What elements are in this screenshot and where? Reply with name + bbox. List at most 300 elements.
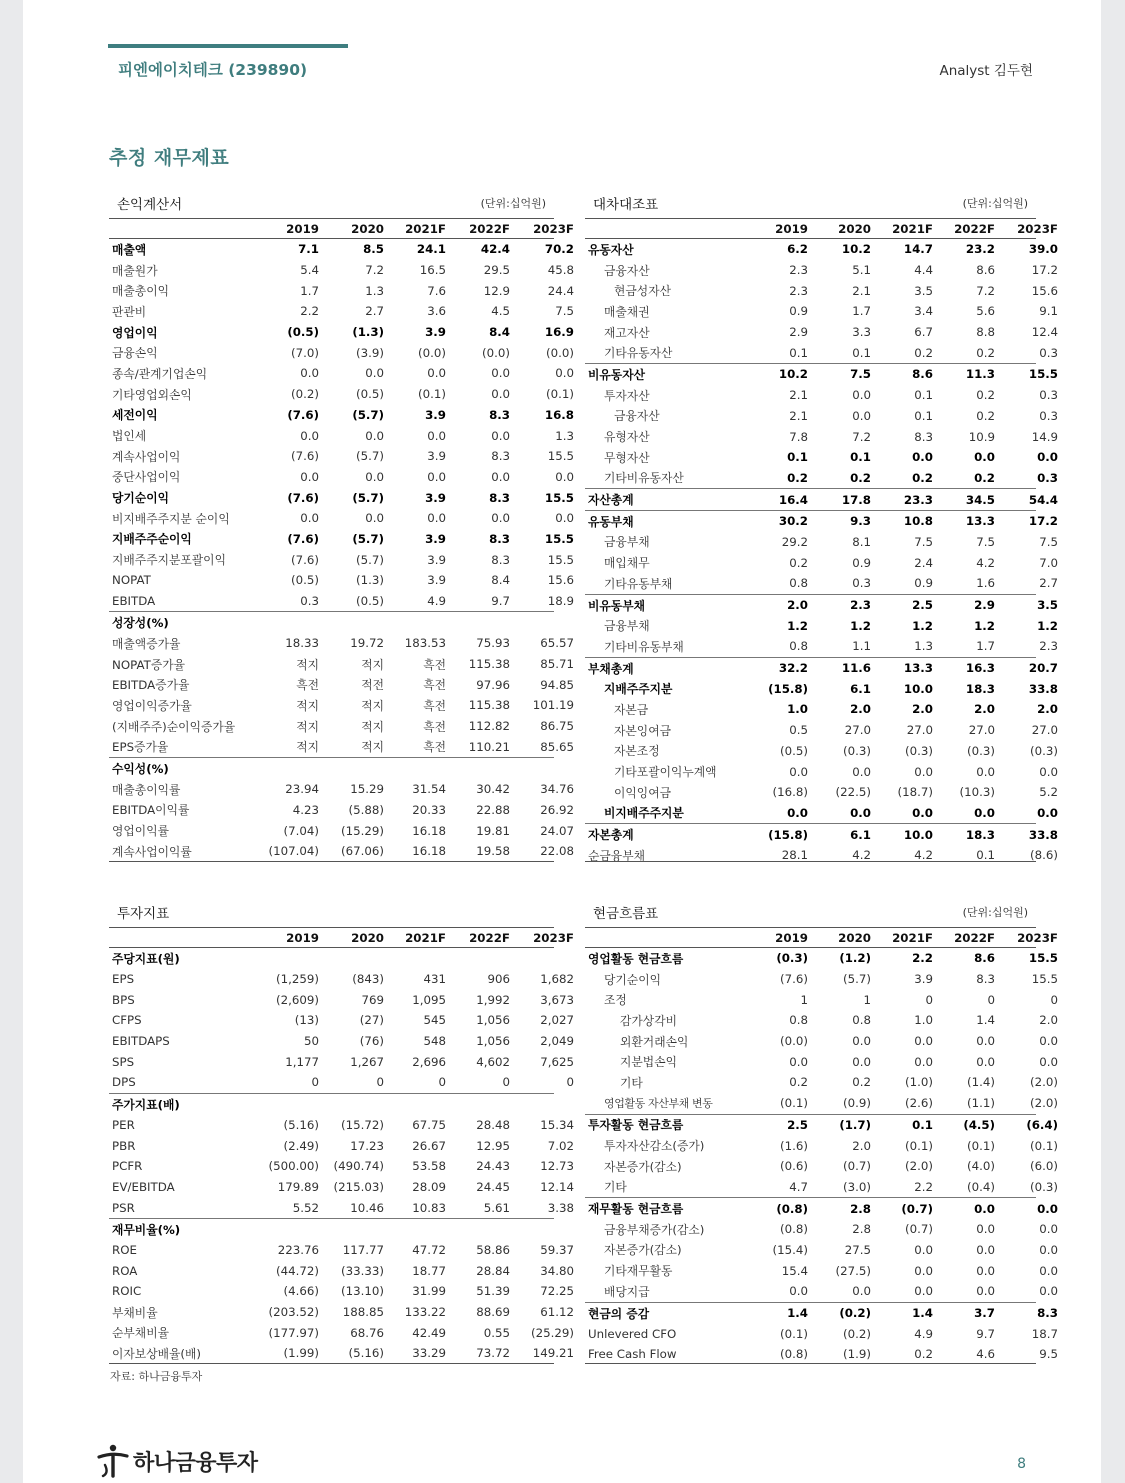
cell-value: 1.1 <box>852 639 871 654</box>
table-header <box>109 927 574 948</box>
cell-value: 1,267 <box>350 1054 384 1069</box>
cell-value: 31.54 <box>412 782 446 797</box>
cell-value: 47.72 <box>412 1242 446 1257</box>
cell-value: 34.80 <box>540 1263 574 1278</box>
cell-value: (7.6) <box>291 552 319 567</box>
cell-value: 적지 <box>296 657 319 672</box>
cell-value: (1.9) <box>843 1347 871 1362</box>
table-row <box>109 1072 574 1093</box>
cell-value: 115.38 <box>468 657 510 672</box>
cell-value: 0.2 <box>789 555 808 570</box>
cell-value: 2.1 <box>852 283 871 298</box>
table-row <box>585 1260 1058 1281</box>
row-label: 외환거래손익 <box>620 1034 689 1049</box>
cell-value: 70.2 <box>544 242 574 257</box>
table-row <box>109 508 574 529</box>
cell-value: 0.2 <box>852 1075 871 1090</box>
cell-value: (10.3) <box>959 785 995 800</box>
cell-value: 20.7 <box>1028 661 1058 676</box>
table-row <box>585 447 1058 468</box>
cell-value: 2.0 <box>1039 1013 1058 1028</box>
row-label: 주가지표(배) <box>112 1097 180 1112</box>
cell-value: 8.3 <box>489 407 510 422</box>
year-header: 2019 <box>286 930 319 945</box>
cell-value: 0.0 <box>852 1054 871 1069</box>
cell-value: 2.3 <box>850 598 871 613</box>
cell-value: 12.14 <box>540 1179 574 1194</box>
cell-value: (0.2) <box>291 387 319 402</box>
cell-value: 1,056 <box>476 1013 510 1028</box>
table-row <box>585 594 1058 616</box>
cell-value: 23.2 <box>965 242 995 257</box>
cell-value: 2.5 <box>787 1117 808 1132</box>
cell-value: 16.18 <box>412 823 446 838</box>
cell-value: 3,673 <box>540 992 574 1007</box>
cell-value: (0.2) <box>843 1326 871 1341</box>
cell-value: 4.5 <box>491 304 510 319</box>
cell-value: 0.1 <box>789 345 808 360</box>
row-label: 매출채권 <box>604 304 650 319</box>
cell-value: 적지 <box>361 657 384 672</box>
cell-value: 16.8 <box>544 407 574 422</box>
year-header: 2022F <box>469 930 510 945</box>
table-title: 대차대조표 <box>593 197 659 213</box>
row-label: 부채비율 <box>112 1305 158 1320</box>
cell-value: 149.21 <box>532 1346 574 1361</box>
table-title: 투자지표 <box>117 906 170 922</box>
cell-value: 4.9 <box>914 1326 933 1341</box>
table-row <box>585 280 1058 301</box>
cell-value: 15.5 <box>547 552 574 567</box>
cell-value: 1.7 <box>976 639 995 654</box>
cell-value: 7.6 <box>427 283 446 298</box>
cell-value: (490.74) <box>333 1159 384 1174</box>
row-label: 영업이익증가율 <box>112 698 192 713</box>
cell-value: 1.3 <box>365 283 384 298</box>
table-row <box>109 322 574 343</box>
cell-value: 0.2 <box>976 408 995 423</box>
report-page <box>23 0 1101 1483</box>
cell-value: (0.6) <box>780 1159 808 1174</box>
cell-value: (0.0) <box>546 345 574 360</box>
row-label: 영업이익 <box>112 325 158 340</box>
row-label: 매입채무 <box>604 556 650 571</box>
table-row <box>585 1135 1058 1156</box>
year-header: 2019 <box>775 930 808 945</box>
source-note: 자료: 하나금융투자 <box>110 1370 203 1383</box>
cell-value: 61.12 <box>540 1305 574 1320</box>
table-row <box>585 636 1058 657</box>
table-row <box>109 384 574 405</box>
table-row <box>585 948 1058 969</box>
cell-value: 2.1 <box>789 388 808 403</box>
cell-value: 42.4 <box>480 242 510 257</box>
row-label: 법인세 <box>112 429 147 444</box>
cell-value: 115.38 <box>468 698 510 713</box>
cell-value: 3.9 <box>427 552 446 567</box>
cell-value: 0.0 <box>300 428 319 443</box>
table-row <box>585 532 1058 553</box>
table-row <box>585 989 1058 1010</box>
table-row <box>109 301 574 322</box>
cell-value: 7.5 <box>1039 534 1058 549</box>
cell-value: 10.83 <box>412 1200 446 1215</box>
cell-value: 0.0 <box>976 1263 995 1278</box>
cell-value: (0.3) <box>1030 1179 1058 1194</box>
table-row <box>109 425 574 446</box>
cell-value: 6.1 <box>850 827 871 842</box>
unit-label: (단위:십억원) <box>962 906 1028 919</box>
cell-value: 0.0 <box>491 511 510 526</box>
row-label: 비지배주주지분 순이익 <box>112 511 230 526</box>
table-row <box>585 761 1058 782</box>
cell-value: 0.0 <box>365 469 384 484</box>
row-label: 당기순이익 <box>604 972 661 987</box>
cell-value: 2.0 <box>912 702 933 717</box>
cell-value: 4.2 <box>976 555 995 570</box>
cell-value: 10.8 <box>903 514 933 529</box>
cell-value: 1.2 <box>787 618 808 633</box>
cell-value: 0.9 <box>914 576 933 591</box>
cell-value: (1.3) <box>352 325 384 340</box>
cell-value: 8.5 <box>363 242 384 257</box>
cell-value: 0 <box>1050 992 1058 1007</box>
year-header: 2021F <box>405 221 446 236</box>
cell-value: 7.2 <box>365 263 384 278</box>
cell-value: 0 <box>376 1075 384 1090</box>
cell-value: 4.7 <box>789 1179 808 1194</box>
cell-value: 33.29 <box>412 1346 446 1361</box>
table-row <box>109 1093 554 1115</box>
cell-value: 0.0 <box>427 428 446 443</box>
table-row <box>585 1302 1058 1324</box>
table-row <box>109 342 574 363</box>
row-label: 유동부채 <box>588 514 634 529</box>
cell-value: 24.45 <box>476 1179 510 1194</box>
cell-value: 0.0 <box>976 1034 995 1049</box>
cell-value: 27.0 <box>844 723 871 738</box>
unit-label: (단위:십억원) <box>962 197 1028 210</box>
table-row <box>585 720 1058 741</box>
cell-value: 0.0 <box>852 764 871 779</box>
cell-value: 17.2 <box>1031 263 1058 278</box>
cell-value: 6.1 <box>850 681 871 696</box>
cell-value: 28.1 <box>781 848 808 863</box>
cell-value: 65.57 <box>540 636 574 651</box>
table-row <box>585 1281 1058 1302</box>
year-header: 2019 <box>775 221 808 236</box>
cell-value: 72.25 <box>540 1284 574 1299</box>
row-label: 영업이익률 <box>112 824 169 839</box>
row-label: 투자자산감소(증가) <box>604 1139 705 1154</box>
year-header: 2019 <box>286 221 319 236</box>
table-row <box>585 1031 1058 1052</box>
cell-value: (0.2) <box>839 1306 871 1321</box>
cell-value: 5.4 <box>300 263 319 278</box>
cell-value: 7.8 <box>789 429 808 444</box>
table-body <box>585 948 1058 1365</box>
table-row <box>585 488 1058 510</box>
cell-value: 0.0 <box>555 366 574 381</box>
cell-value: (22.5) <box>835 785 871 800</box>
cell-value: 12.95 <box>476 1138 510 1153</box>
row-label: 기타포괄이익누계액 <box>614 765 717 780</box>
cell-value: 769 <box>361 992 384 1007</box>
table-row <box>585 1323 1058 1344</box>
cell-value: 12.9 <box>483 283 510 298</box>
row-label: 재무비율(%) <box>112 1222 181 1237</box>
cell-value: 12.4 <box>1031 325 1058 340</box>
table-header <box>585 218 1058 239</box>
section-title: 추정 재무제표 <box>109 147 230 169</box>
row-label: 순금융부채 <box>588 848 645 863</box>
table-row <box>585 322 1058 343</box>
table-header <box>585 927 1058 948</box>
table-row <box>585 678 1058 699</box>
cell-value: 8.3 <box>914 429 933 444</box>
table-body <box>109 948 574 1364</box>
cell-value: 0.0 <box>1039 1284 1058 1299</box>
cell-value: 4.6 <box>976 1347 995 1362</box>
cell-value: (0.4) <box>967 1179 995 1194</box>
cell-value: 7.5 <box>976 534 995 549</box>
page-number: 8 <box>1017 1456 1026 1472</box>
row-label: EBITDA증가율 <box>112 678 190 693</box>
table-row <box>585 803 1058 824</box>
cell-value: 1,095 <box>412 992 446 1007</box>
row-label: 매출총이익 <box>112 284 169 299</box>
cell-value: 0.0 <box>427 511 446 526</box>
cell-value: 3.9 <box>425 490 446 505</box>
row-label: 재무활동 현금흐름 <box>588 1202 684 1217</box>
table-row <box>109 239 574 260</box>
cell-value: 0.0 <box>789 1054 808 1069</box>
table-row <box>585 385 1058 406</box>
cell-value: 24.43 <box>476 1159 510 1174</box>
table-row <box>109 1240 574 1261</box>
cell-value: 0.1 <box>912 1117 933 1132</box>
cell-value: 18.9 <box>547 594 574 609</box>
cell-value: 적지 <box>361 740 384 755</box>
cell-value: (2.0) <box>905 1159 933 1174</box>
cell-value: (8.6) <box>1030 848 1058 863</box>
cell-value: 0.0 <box>300 511 319 526</box>
cell-value: 27.0 <box>1031 723 1058 738</box>
row-label: 금융부채 <box>604 619 650 634</box>
table-row <box>585 342 1058 363</box>
cell-value: 0.0 <box>300 366 319 381</box>
cell-value: 0 <box>925 992 933 1007</box>
cell-value: 3.9 <box>425 407 446 422</box>
cell-value: 0.0 <box>976 1054 995 1069</box>
cell-value: (4.66) <box>283 1284 319 1299</box>
row-label: Unlevered CFO <box>588 1326 677 1341</box>
cell-value: 3.3 <box>852 325 871 340</box>
table-row <box>109 1177 574 1198</box>
cell-value: 3.9 <box>914 972 933 987</box>
cell-value: 31.99 <box>412 1284 446 1299</box>
cell-value: 흑전 <box>423 740 446 755</box>
cell-value: 8.3 <box>489 531 510 546</box>
cell-value: 1.2 <box>912 618 933 633</box>
cell-value: 14.7 <box>903 242 933 257</box>
cell-value: (4.5) <box>963 1117 995 1132</box>
table-row <box>585 969 1058 990</box>
cell-value: 8.8 <box>976 325 995 340</box>
table-row <box>109 989 574 1010</box>
cell-value: 27.0 <box>968 723 995 738</box>
year-header: 2021F <box>892 221 933 236</box>
cell-value: (5.88) <box>348 802 384 817</box>
cell-value: 23.3 <box>903 492 933 507</box>
cell-value: 0.8 <box>789 576 808 591</box>
row-label: 지분법손익 <box>620 1055 677 1070</box>
year-header: 2021F <box>892 930 933 945</box>
cell-value: (5.7) <box>352 407 384 422</box>
cell-value: 0.0 <box>914 1034 933 1049</box>
row-label: 기타 <box>620 1075 643 1090</box>
cell-value: 2.2 <box>912 951 933 966</box>
cell-value: 8.1 <box>852 534 871 549</box>
table-row <box>109 800 574 821</box>
row-label: 자본잉여금 <box>614 723 671 738</box>
year-header: 2020 <box>838 930 871 945</box>
company-name: 피엔에이치테크 (239890) <box>118 61 308 79</box>
cell-value: 8.4 <box>489 325 510 340</box>
cell-value: 0.2 <box>914 345 933 360</box>
row-label: 투자자산 <box>604 388 650 403</box>
table-row <box>585 426 1058 447</box>
cell-value: 2.0 <box>787 598 808 613</box>
cell-value: 18.33 <box>285 636 319 651</box>
cell-value: 39.0 <box>1028 242 1058 257</box>
row-label: 기타재무활동 <box>604 1264 673 1279</box>
row-label: 현금성자산 <box>614 284 671 299</box>
cell-value: 1.0 <box>914 1013 933 1028</box>
cell-value: 3.5 <box>1037 598 1058 613</box>
cell-value: 0.9 <box>852 555 871 570</box>
table-row <box>585 552 1058 573</box>
cell-value: (5.7) <box>352 531 384 546</box>
row-label: PBR <box>112 1138 136 1153</box>
cell-value: 2.3 <box>789 283 808 298</box>
cell-value: 0.0 <box>1039 1263 1058 1278</box>
row-label: NOPAT증가율 <box>112 657 186 672</box>
cell-value: 2.3 <box>1039 639 1058 654</box>
cell-value: 0.2 <box>912 470 933 485</box>
cell-value: 4.2 <box>914 848 933 863</box>
table-row <box>585 741 1058 762</box>
cell-value: 7.1 <box>298 242 319 257</box>
cell-value: (7.6) <box>287 531 319 546</box>
cell-value: 73.72 <box>476 1346 510 1361</box>
cell-value: 545 <box>423 1013 446 1028</box>
row-label: BPS <box>112 992 135 1007</box>
cell-value: (0.1) <box>780 1326 808 1341</box>
row-label: 유형자산 <box>604 430 650 445</box>
cell-value: (2.0) <box>1030 1096 1058 1111</box>
cell-value: 0.0 <box>852 388 871 403</box>
row-label: 판관비 <box>112 304 147 319</box>
cell-value: 0.0 <box>976 1222 995 1237</box>
cell-value: (7.6) <box>287 490 319 505</box>
cell-value: 19.72 <box>350 636 384 651</box>
year-header: 2021F <box>405 930 446 945</box>
row-label: 자본조정 <box>614 744 660 759</box>
cell-value: (0.9) <box>843 1096 871 1111</box>
cell-value: 0 <box>502 1075 510 1090</box>
cell-value: 흑전 <box>423 698 446 713</box>
cell-value: 10.0 <box>903 681 933 696</box>
cell-value: (2.6) <box>905 1096 933 1111</box>
cell-value: 0.0 <box>914 764 933 779</box>
cell-value: 적지 <box>296 740 319 755</box>
cell-value: 0.3 <box>1039 408 1058 423</box>
cell-value: 22.88 <box>476 802 510 817</box>
table-row <box>109 1115 574 1136</box>
cell-value: 0.0 <box>1039 1242 1058 1257</box>
cell-value: (15.8) <box>768 827 808 842</box>
row-label: 현금의 증감 <box>588 1306 650 1321</box>
cell-value: (203.52) <box>268 1305 319 1320</box>
cell-value: (0.5) <box>287 325 319 340</box>
row-label: 계속사업이익률 <box>112 844 192 859</box>
table-body <box>585 239 1058 866</box>
cell-value: 19.81 <box>476 823 510 838</box>
row-label: 지배주주순이익 <box>112 532 192 547</box>
cell-value: (0.0) <box>482 345 510 360</box>
row-label: 매출액 <box>112 242 147 257</box>
cell-value: 0.3 <box>1037 470 1058 485</box>
cell-value: 10.2 <box>778 367 808 382</box>
cell-value: (0.1) <box>546 387 574 402</box>
table-row <box>109 1156 574 1177</box>
cell-value: 0.9 <box>789 304 808 319</box>
table-row <box>109 591 574 612</box>
cell-value: 24.4 <box>547 283 574 298</box>
cell-value: (0.3) <box>776 951 808 966</box>
cell-value: 8.3 <box>491 449 510 464</box>
cell-value: 0.5 <box>789 723 808 738</box>
row-label: 지배주주지분포괄이익 <box>112 553 226 568</box>
table-row <box>109 1302 574 1323</box>
cell-value: 8.6 <box>974 951 995 966</box>
table-row <box>109 570 574 591</box>
cell-value: 188.85 <box>342 1305 384 1320</box>
cell-value: (0.1) <box>418 387 446 402</box>
cell-value: (843) <box>352 972 384 987</box>
cell-value: (76) <box>359 1034 384 1049</box>
table-row <box>585 699 1058 720</box>
cell-value: 9.7 <box>491 594 510 609</box>
cell-value: 16.4 <box>778 492 808 507</box>
cell-value: (2.49) <box>283 1138 319 1153</box>
cell-value: 8.3 <box>1037 1306 1058 1321</box>
cell-value: 3.9 <box>427 449 446 464</box>
cell-value: 29.5 <box>483 263 510 278</box>
cell-value: 0.2 <box>976 388 995 403</box>
table-row <box>109 1031 574 1052</box>
cell-value: 34.76 <box>540 782 574 797</box>
cell-value: (15.29) <box>341 823 384 838</box>
cell-value: 1.7 <box>852 304 871 319</box>
cell-value: 적전 <box>361 678 384 693</box>
row-label: 매출액증가율 <box>112 636 181 651</box>
table-row <box>585 1051 1058 1072</box>
cell-value: 26.67 <box>412 1138 446 1153</box>
year-header: 2020 <box>351 930 384 945</box>
table-row <box>109 1010 574 1031</box>
